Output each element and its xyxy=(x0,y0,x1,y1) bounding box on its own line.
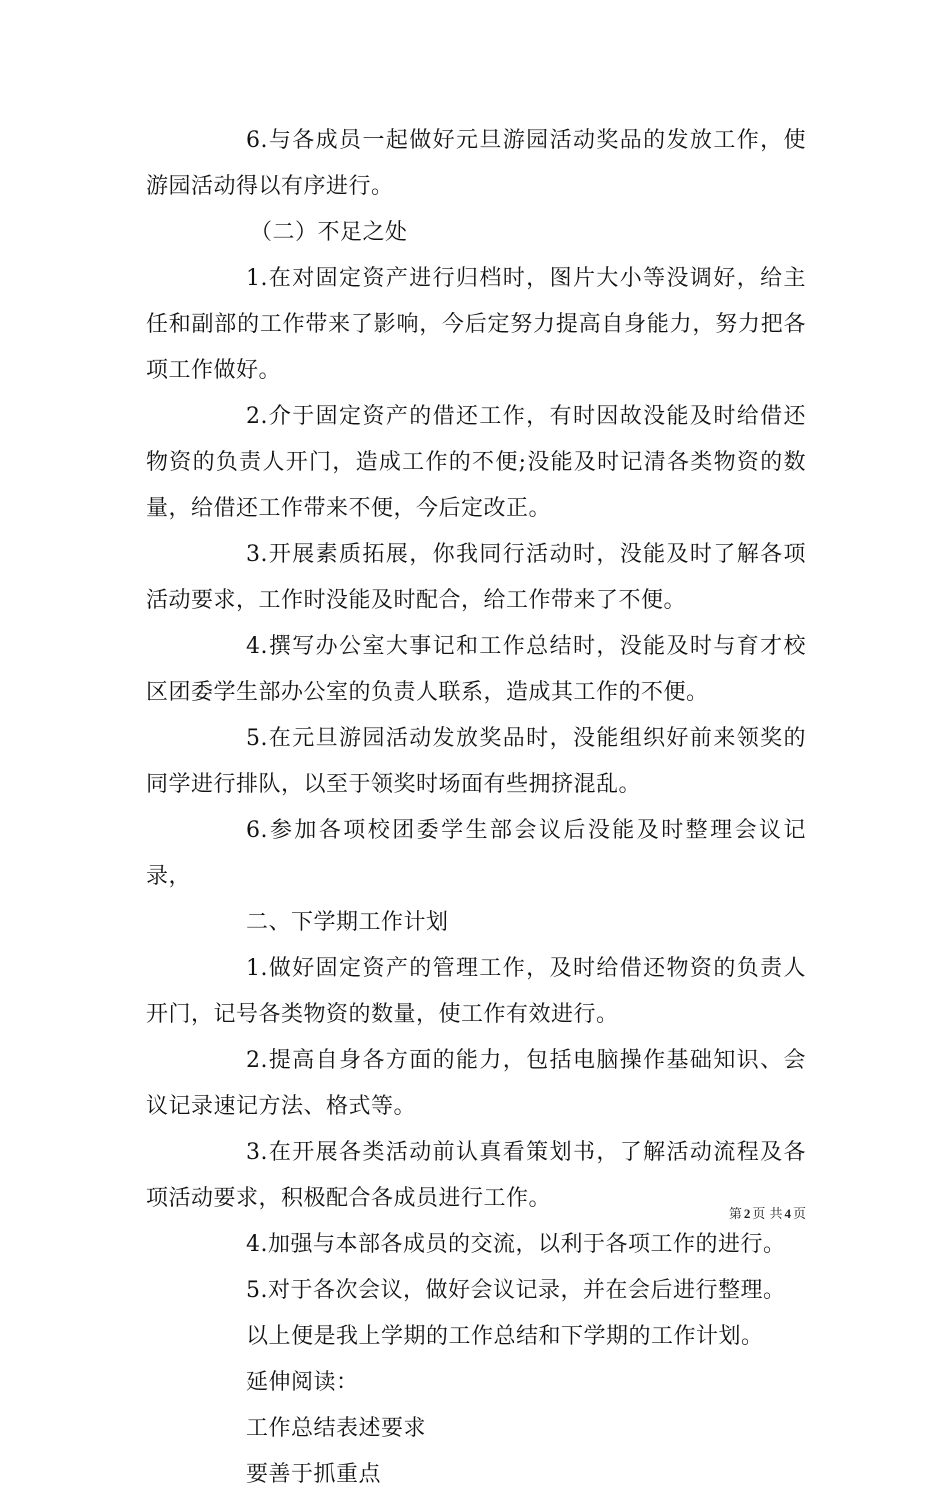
paragraph-plan-3: 3.在开展各类活动前认真看策划书，了解活动流程及各项活动要求，积极配合各成员进行工作。 xyxy=(146,1140,806,1211)
footer-suffix: 页 xyxy=(792,1207,806,1222)
paragraph-shortcoming-5: 5.在元旦游园活动发放奖品时，没能组织好前来领奖的同学进行排队，以至于领奖时场面有些拥挤混乱。 xyxy=(146,726,806,797)
paragraph-focus-key-points: 要善于抓重点 xyxy=(246,1462,382,1487)
paragraph-item-6-prize: 6.与各成员一起做好元旦游园活动奖品的发放工作，使游园活动得以有序进行。 xyxy=(146,128,806,199)
section-heading-shortcomings: （二）不足之处 xyxy=(250,220,408,245)
footer-total-pages: 4 xyxy=(784,1206,791,1221)
footer-current-page: 2 xyxy=(743,1206,751,1221)
paragraph-shortcoming-4: 4.撰写办公室大事记和工作总结时，没能及时与育才校区团委学生部办公室的负责人联系，造成其工作的不便。 xyxy=(146,634,806,705)
paragraph-shortcoming-3: 3.开展素质拓展，你我同行活动时，没能及时了解各项活动要求，工作时没能及时配合，给工作带来了不便。 xyxy=(146,542,806,613)
paragraph-shortcoming-1: 1.在对固定资产进行归档时，图片大小等没调好，给主任和副部的工作带来了影响，今后定努力提高自身能力，努力把各项工作做好。 xyxy=(146,266,806,383)
footer-prefix: 第 xyxy=(728,1207,742,1222)
document-body xyxy=(146,118,806,1498)
page-footer xyxy=(729,1203,806,1222)
paragraph-plan-2: 2.提高自身各方面的能力，包括电脑操作基础知识、会议记录速记方法、格式等。 xyxy=(146,1048,806,1119)
section-heading-next-term-plan: 二、下学期工作计划 xyxy=(246,910,449,935)
paragraph-summary-requirements: 工作总结表述要求 xyxy=(246,1416,427,1441)
footer-middle: 页 共 xyxy=(752,1207,783,1222)
paragraph-plan-4: 4.加强与本部各成员的交流，以利于各项工作的进行。 xyxy=(246,1232,786,1257)
paragraph-shortcoming-2: 2.介于固定资产的借还工作，有时因故没能及时给借还物资的负责人开门，造成工作的不便;没能及时记清各类物资的数量，给借还工作带来不便，今后定改正。 xyxy=(146,404,806,521)
paragraph-shortcoming-6: 6.参加各项校团委学生部会议后没能及时整理会议记录， xyxy=(146,818,806,889)
paragraph-further-reading: 延伸阅读： xyxy=(246,1370,359,1395)
paragraph-plan-1: 1.做好固定资产的管理工作，及时给借还物资的负责人开门，记号各类物资的数量，使工作有效进行。 xyxy=(146,956,806,1027)
paragraph-conclusion: 以上便是我上学期的工作总结和下学期的工作计划。 xyxy=(246,1324,764,1349)
paragraph-plan-5: 5.对于各次会议，做好会议记录，并在会后进行整理。 xyxy=(246,1278,786,1303)
